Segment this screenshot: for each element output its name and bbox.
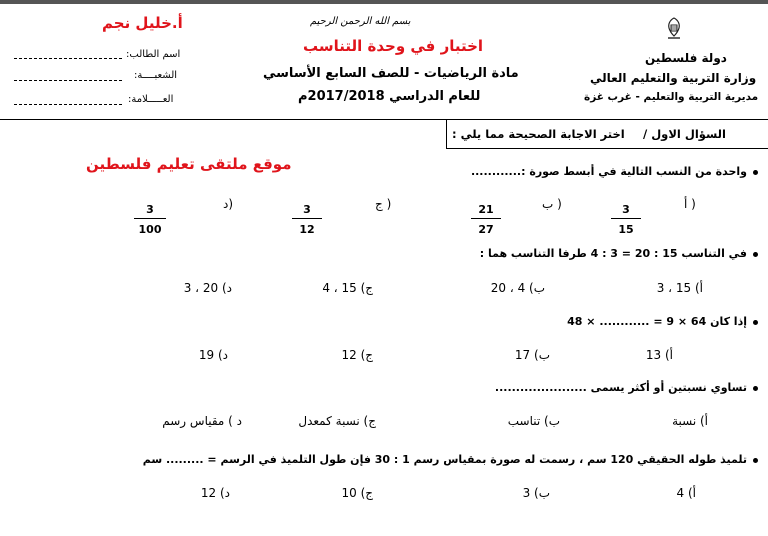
q2-option-c[interactable]: ج) 15 ، 4: [322, 281, 373, 295]
q5-text-content: تلميذ طوله الحقيقي 120 سم ، رسمت له صورة بمقياس رسم 1 : 30 فإن طول التلميذ في الرسم = ......... سم: [142, 453, 747, 466]
q5-text: [143, 453, 758, 466]
q1-option-b-label[interactable]: ب ): [542, 197, 562, 211]
state-name: دولة فلسطين: [645, 51, 727, 65]
q1-option-a-fraction[interactable]: [611, 203, 641, 236]
q1-option-b-denominator: 27: [478, 223, 494, 236]
q3-text: [567, 315, 758, 328]
header-divider: [0, 119, 768, 120]
q4-option-a[interactable]: أ) نسبة: [672, 414, 708, 428]
q1-text-content: واحدة من النسب التالية في أبسط صورة :............: [470, 165, 747, 178]
q1-option-c-fraction[interactable]: [292, 203, 322, 236]
q3-option-c[interactable]: ج) 12: [341, 348, 373, 362]
q4-option-c[interactable]: ج) نسبة كمعدل: [298, 414, 376, 428]
q3-bullet: [753, 320, 758, 325]
subject-line: مادة الرياضيات - للصف السابع الأساسي: [263, 66, 519, 81]
q3-option-d[interactable]: د) 19: [198, 348, 228, 362]
q5-option-c[interactable]: ج) 10: [341, 486, 373, 500]
q1-option-c-denominator: 12: [299, 223, 315, 236]
q1-option-b-numerator: 21: [471, 203, 501, 219]
section-line[interactable]: [14, 80, 122, 81]
q4-bullet: [753, 386, 758, 391]
grade-line[interactable]: [14, 104, 122, 105]
exam-title: اختبار في وحدة التناسب: [303, 37, 484, 55]
q3-text-content: إذا كان 64 × 9 = ............ × 48: [567, 315, 747, 328]
year-line: للعام الدراسي 2017/2018م: [298, 89, 481, 104]
q1-bullet: [753, 170, 758, 175]
q1-option-d-label[interactable]: د): [223, 197, 234, 211]
section-box-left: [446, 119, 447, 148]
q5-option-d[interactable]: د) 12: [200, 486, 230, 500]
q1-option-d-fraction[interactable]: [134, 203, 166, 236]
q1-option-b-fraction[interactable]: [471, 203, 501, 236]
q1-option-d-numerator: 3: [134, 203, 166, 219]
q1-option-a-denominator: 15: [618, 223, 634, 236]
q2-option-b[interactable]: ب) 4 ، 20: [490, 281, 545, 295]
watermark-site: موقع ملتقى تعليم فلسطين: [86, 155, 292, 173]
section-divider: [446, 148, 768, 149]
q1-option-a-numerator: 3: [611, 203, 641, 219]
palestine-emblem-icon: [664, 16, 684, 40]
q1-text: [471, 165, 758, 178]
student-name-line[interactable]: [14, 58, 122, 59]
q1-option-c-numerator: 3: [292, 203, 322, 219]
grade-label: العـــــلامة:: [128, 94, 174, 105]
q2-option-a[interactable]: أ) 15 ، 3: [656, 281, 703, 295]
q1-option-a-label[interactable]: أ ): [684, 197, 696, 211]
q4-option-b[interactable]: ب) تناسب: [507, 414, 560, 428]
q2-option-d[interactable]: د) 20 ، 3: [183, 281, 232, 295]
q4-text-content: تساوي نسبتين أو أكثر يسمى ......................: [494, 381, 747, 394]
q1-option-d-denominator: 100: [138, 223, 162, 236]
basmala: بسم الله الرحمن الرحيم: [310, 16, 411, 27]
q1-option-c-label[interactable]: ج ): [375, 197, 392, 211]
ministry-name: وزارة التربية والتعليم العالي: [590, 71, 757, 85]
q3-option-b[interactable]: ب) 17: [514, 348, 550, 362]
directorate-name: مديرية التربية والتعليم - غرب غزة: [584, 91, 759, 103]
student-name-label: اسم الطالب:: [126, 49, 181, 60]
q5-bullet: [753, 458, 758, 463]
q2-text: [480, 247, 758, 260]
q2-text-content: في التناسب 15 : 20 = 3 : 4 طرفا التناسب هما :: [479, 247, 747, 260]
section-title: السؤال الاول /: [643, 127, 726, 141]
q4-option-d[interactable]: د ) مقياس رسم: [162, 414, 242, 428]
q5-option-a[interactable]: أ) 4: [676, 486, 696, 500]
section-instruction: اختر الاجابة الصحيحة مما يلي :: [452, 127, 625, 141]
q5-option-b[interactable]: ب) 3: [522, 486, 550, 500]
q4-text: [495, 381, 758, 394]
top-edge-bar: [0, 0, 768, 4]
section-label: الشعبــــة:: [134, 70, 178, 81]
q3-option-a[interactable]: أ) 13: [645, 348, 673, 362]
teacher-name: أ.خليل نجم: [102, 14, 183, 32]
q2-bullet: [753, 252, 758, 257]
